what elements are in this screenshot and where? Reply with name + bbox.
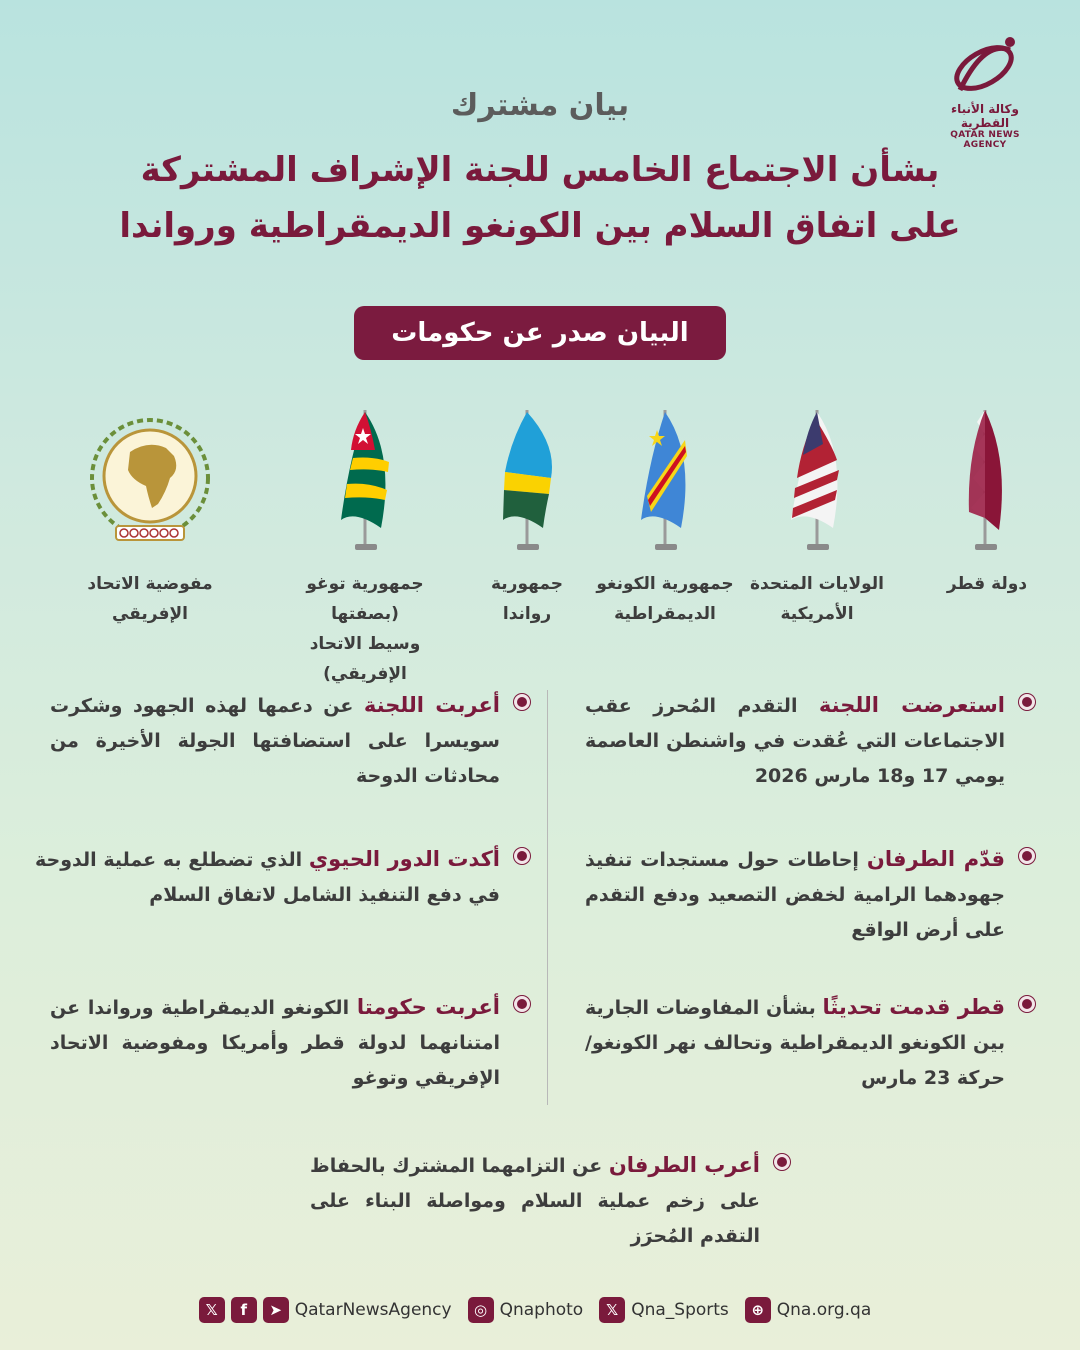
bullet-icon [1019, 694, 1035, 710]
point-highlight: أعربت اللجنة [363, 693, 500, 717]
flag-label-qatar: دولة قطر [946, 574, 1028, 594]
title-line-1: بشأن الاجتماع الخامس للجنة الإشراف المشتركة [140, 150, 940, 190]
flag-item-togo [275, 400, 455, 689]
point-review-progress [585, 688, 1035, 794]
flag-label-rwanda: جمهورية رواندا [490, 574, 563, 624]
logo-english-text: QATAR NEWS AGENCY [950, 130, 1020, 150]
point-text: الذي تضطلع به عملية الدوحة في دفع التنفيذ الشامل لاتفاق السلام [35, 849, 500, 906]
bullet-icon [514, 996, 530, 1012]
social-footer [0, 1290, 1080, 1330]
x-icon[interactable]: 𝕏 [199, 1297, 225, 1323]
point-highlight: استعرضت اللجنة [818, 693, 1005, 717]
flag-label-usa: الولايات المتحدة الأمريكية [750, 574, 884, 624]
flag-label-drc: جمهورية الكونغو الديمقراطية [596, 574, 734, 624]
point-text: عن دعمها لهذه الجهود وشكرت سويسرا على استضافتها الجولة الأخيرة من محادثات الدوحة [50, 695, 500, 787]
bullet-icon [1019, 848, 1035, 864]
point-text: عن التزامهما المشترك بالحفاظ على زخم عملية السلام ومواصلة البناء على التقدم المُحرَز [310, 1155, 760, 1247]
column-divider [547, 690, 548, 1105]
bullet-icon [514, 694, 530, 710]
point-gratitude [50, 990, 530, 1096]
telegram-icon[interactable]: ➤ [263, 1297, 289, 1323]
main-handle-link[interactable]: QatarNewsAgency [294, 1300, 452, 1320]
usa-flag-icon [777, 400, 857, 555]
point-doha-role [35, 842, 530, 913]
supertitle: بيان مشترك [450, 88, 630, 123]
point-text: التقدم المُحرز عقب الاجتماعات التي عُقدت في واشنطن العاصمة يومي 17 و18 مارس 2026 [585, 695, 1005, 787]
point-highlight: قطر قدمت تحديثًا [822, 995, 1006, 1019]
point-text: الكونغو الديمقراطية ورواندا عن امتنانهما لدولة قطر وأمريكا ومفوضية الاتحاد الإفريقي وتوغو [50, 997, 500, 1089]
african-union-emblem-icon [70, 400, 230, 555]
logo-arabic-text: وكالة الأنباء القطرية [951, 102, 1019, 130]
sports-handle-link[interactable]: Qna_Sports [631, 1300, 729, 1320]
point-highlight: قدّم الطرفان [866, 847, 1005, 871]
togo-flag-icon [325, 400, 405, 555]
qatar-flag-icon [947, 400, 1027, 555]
point-qatar-update [585, 990, 1035, 1096]
point-briefings [585, 842, 1035, 948]
point-text: بشأن المفاوضات الجارية بين الكونغو الديمقراطية وتحالف نهر الكونغو/ حركة 23 مارس [585, 997, 1005, 1089]
website-link[interactable]: Qna.org.qa [776, 1300, 872, 1320]
bullet-icon [1019, 996, 1035, 1012]
flag-item-qatar [897, 400, 1077, 599]
facebook-icon[interactable]: f [231, 1297, 257, 1323]
flag-item-african-union [60, 400, 240, 629]
bullet-icon [774, 1154, 790, 1170]
point-highlight: أعرب الطرفان [608, 1153, 760, 1177]
point-highlight: أكدت الدور الحيوي [308, 847, 501, 871]
instagram-handle-link[interactable]: Qnaphoto [499, 1300, 584, 1320]
flag-item-rwanda [437, 400, 617, 629]
drc-flag-icon [625, 400, 705, 555]
point-text: إحاطات حول مستجدات تنفيذ جهودهما الرامية لخفض التصعيد ودفع التقدم على أرض الواقع [585, 849, 1005, 941]
point-highlight: أعربت حكومتا [356, 995, 500, 1019]
flag-label-african-union: مفوضية الاتحاد الإفريقي [87, 574, 213, 624]
globe-icon[interactable]: ⊕ [745, 1297, 771, 1323]
issued-by-banner: البيان صدر عن حكومات [354, 306, 726, 360]
x-icon[interactable]: 𝕏 [599, 1297, 625, 1323]
rwanda-flag-icon [487, 400, 567, 555]
point-support-thanks [50, 688, 530, 794]
point-commitment [310, 1148, 790, 1254]
bullet-icon [514, 848, 530, 864]
title-line-2: على اتفاق السلام بين الكونغو الديمقراطية ورواندا [119, 206, 961, 246]
page-title [80, 142, 1000, 254]
flag-label-togo: جمهورية توغو (بصفتها وسيط الاتحاد الإفريقي) [306, 574, 424, 684]
instagram-icon[interactable]: ◎ [468, 1297, 494, 1323]
